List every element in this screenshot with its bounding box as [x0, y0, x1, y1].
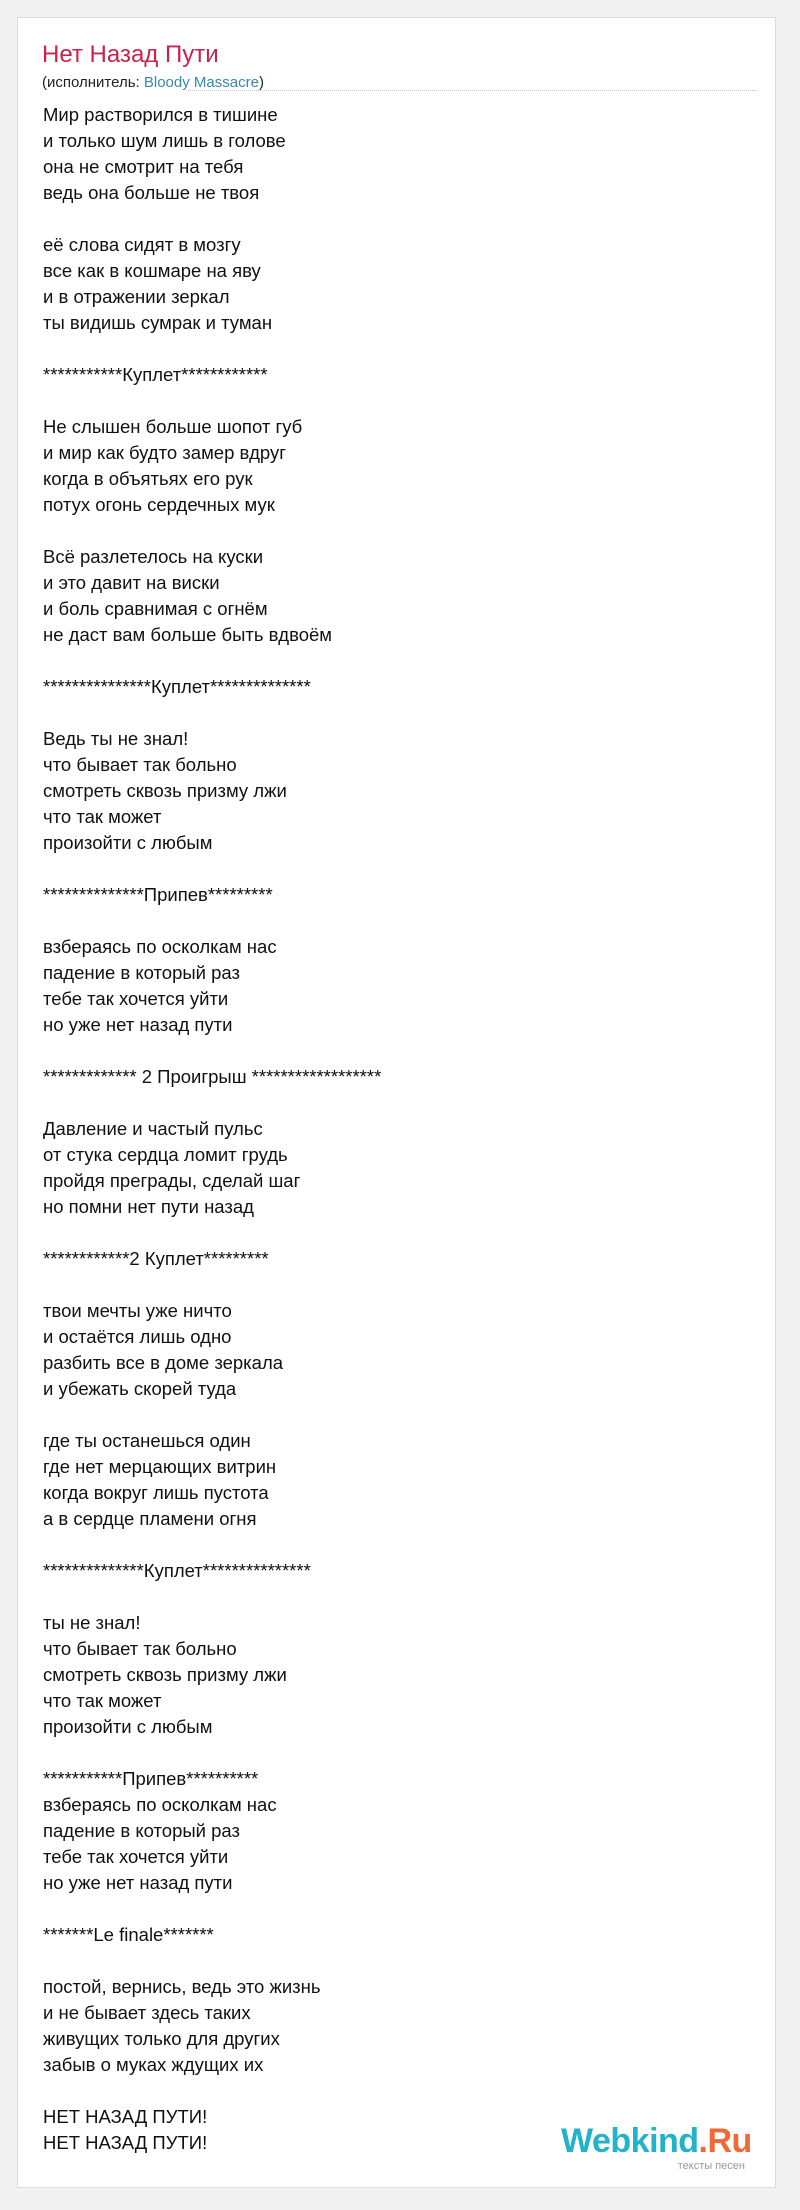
- lyric-line: Всё разлетелось на куски: [43, 546, 264, 567]
- lyric-line: ведь она больше не твоя: [43, 182, 260, 203]
- lyric-line: Ведь ты не знал!: [43, 728, 189, 749]
- lyric-line: Не слышен больше шопот губ: [43, 416, 303, 437]
- lyric-line: что бывает так больно: [43, 754, 237, 775]
- lyric-line: но помни нет пути назад: [43, 1196, 254, 1217]
- logo-tagline: тексты песен: [677, 2160, 745, 2172]
- lyric-line: а в сердце пламени огня: [43, 1508, 257, 1529]
- lyric-line: пройдя преграды, сделай шаг: [43, 1170, 301, 1191]
- lyric-line: постой, вернись, ведь это жизнь: [43, 1976, 321, 1997]
- lyric-line: где ты останешься один: [43, 1430, 251, 1451]
- lyric-line: **************Куплет***************: [43, 1560, 311, 1581]
- lyric-line: и убежать скорей туда: [43, 1378, 237, 1399]
- song-title: Нет Назад Пути: [42, 41, 219, 68]
- lyric-line: но уже нет назад пути: [43, 1872, 233, 1893]
- lyric-line: все как в кошмаре на яву: [43, 260, 261, 281]
- lyric-blank-line: [43, 336, 743, 362]
- lyric-line: **************Припев*********: [43, 884, 273, 905]
- lyric-line: НЕТ НАЗАД ПУТИ!: [43, 2106, 208, 2127]
- site-logo[interactable]: [561, 2123, 751, 2173]
- lyric-line: падение в который раз: [43, 962, 240, 983]
- lyric-line: произойти с любым: [43, 1716, 213, 1737]
- lyric-blank-line: [43, 518, 743, 544]
- lyric-line: когда в объятьях его рук: [43, 468, 253, 489]
- lyric-blank-line: [43, 1584, 743, 1610]
- logo-suffix-text: .Ru: [698, 2122, 752, 2160]
- lyric-line: её слова сидят в мозгу: [43, 234, 241, 255]
- lyric-line: что так может: [43, 1690, 162, 1711]
- lyric-line: забыв о муках ждущих их: [43, 2054, 264, 2075]
- lyric-blank-line: [43, 1896, 743, 1922]
- lyric-blank-line: [43, 1948, 743, 1974]
- lyric-line: *******Le finale*******: [43, 1924, 214, 1945]
- artist-link[interactable]: Bloody Massacre: [143, 74, 259, 91]
- lyric-line: когда вокруг лишь пустота: [43, 1482, 269, 1503]
- lyric-line: она не смотрит на тебя: [43, 156, 244, 177]
- lyric-line: что так может: [43, 806, 162, 827]
- lyric-blank-line: [43, 856, 743, 882]
- lyric-line: произойти с любым: [43, 832, 213, 853]
- lyric-line: Давление и частый пульс: [43, 1118, 263, 1139]
- lyric-blank-line: [43, 1090, 743, 1116]
- lyric-blank-line: [43, 1402, 743, 1428]
- lyric-blank-line: [43, 388, 743, 414]
- lyric-line: взбераясь по осколкам нас: [43, 936, 277, 957]
- lyric-blank-line: [43, 206, 743, 232]
- lyric-line: взбераясь по осколкам нас: [43, 1794, 277, 1815]
- lyric-blank-line: [43, 1220, 743, 1246]
- lyric-blank-line: [43, 2078, 743, 2104]
- lyric-line: смотреть сквозь призму лжи: [43, 780, 287, 801]
- lyric-blank-line: [43, 700, 743, 726]
- lyric-line: где нет мерцающих витрин: [43, 1456, 277, 1477]
- lyric-line: ***********Куплет************: [43, 364, 268, 385]
- lyric-line: НЕТ НАЗАД ПУТИ!: [43, 2132, 208, 2153]
- lyric-line: живущих только для других: [43, 2028, 280, 2049]
- lyric-line: тебе так хочется уйти: [43, 1846, 229, 1867]
- lyric-line: ты видишь сумрак и туман: [43, 312, 273, 333]
- lyric-blank-line: [43, 1740, 743, 1766]
- lyric-line: но уже нет назад пути: [43, 1014, 233, 1035]
- lyric-line: и только шум лишь в голове: [43, 130, 286, 151]
- lyric-line: ты не знал!: [43, 1612, 141, 1633]
- lyric-line: и не бывает здесь таких: [43, 2002, 251, 2023]
- lyric-line: не даст вам больше быть вдвоём: [43, 624, 333, 645]
- lyric-line: и остаётся лишь одно: [43, 1326, 232, 1347]
- lyric-blank-line: [43, 908, 743, 934]
- header-divider: [188, 90, 757, 91]
- logo-wordmark: [561, 2123, 751, 2159]
- artist-prefix: (исполнитель:: [42, 74, 144, 91]
- lyric-line: от стука сердца ломит грудь: [43, 1144, 288, 1165]
- lyric-line: ***************Куплет**************: [43, 676, 311, 697]
- lyric-blank-line: [43, 1532, 743, 1558]
- lyric-blank-line: [43, 1272, 743, 1298]
- lyric-blank-line: [43, 648, 743, 674]
- lyric-line: и боль сравнимая с огнём: [43, 598, 268, 619]
- lyrics-body: [43, 102, 743, 2156]
- lyric-line: и мир как будто замер вдруг: [43, 442, 286, 463]
- lyric-line: разбить все в доме зеркала: [43, 1352, 284, 1373]
- lyric-line: что бывает так больно: [43, 1638, 237, 1659]
- lyric-line: потух огонь сердечных мук: [43, 494, 275, 515]
- lyric-blank-line: [43, 1038, 743, 1064]
- lyric-line: и это давит на виски: [43, 572, 220, 593]
- logo-main-text: Webkind: [561, 2122, 699, 2160]
- lyric-line: ***********Припев**********: [43, 1768, 259, 1789]
- lyric-line: Мир растворился в тишине: [43, 104, 278, 125]
- lyric-line: ************* 2 Проигрыш ******************: [43, 1066, 382, 1087]
- lyric-line: падение в который раз: [43, 1820, 240, 1841]
- lyric-line: и в отражении зеркал: [43, 286, 230, 307]
- lyric-line: ************2 Куплет*********: [43, 1248, 269, 1269]
- page-card: [17, 17, 776, 2188]
- lyric-line: смотреть сквозь призму лжи: [43, 1664, 287, 1685]
- lyric-line: тебе так хочется уйти: [43, 988, 229, 1009]
- artist-suffix: ): [258, 74, 264, 91]
- lyric-line: твои мечты уже ничто: [43, 1300, 232, 1321]
